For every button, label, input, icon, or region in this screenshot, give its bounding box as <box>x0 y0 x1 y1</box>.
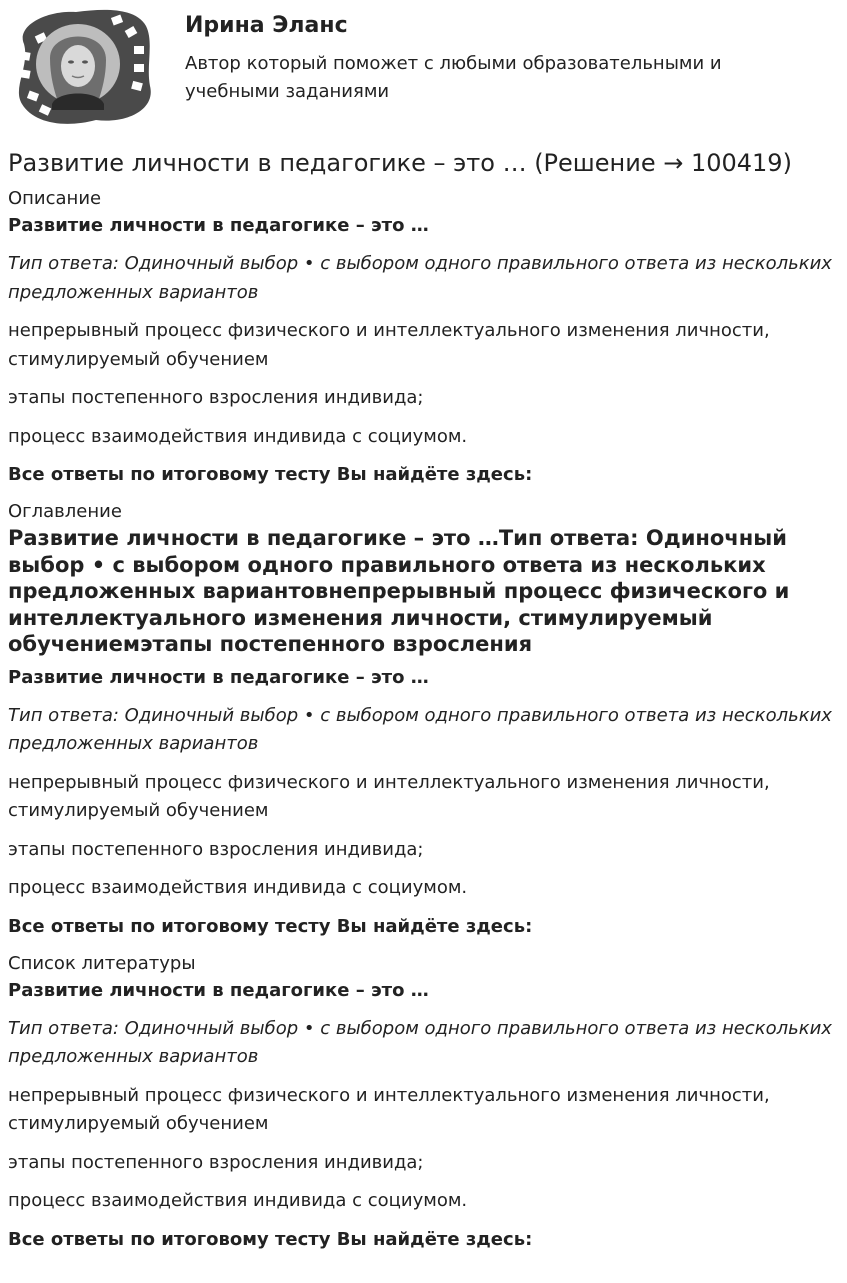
main-content <box>8 146 838 1264</box>
answer-option: процесс взаимодействия индивида с социумом. <box>8 1190 468 1211</box>
toc-section <box>8 499 838 941</box>
answer-option: непрерывный процесс физического и интеллектуального изменения личности, стимулируемый обучением <box>8 1084 770 1134</box>
author-description: Автор который поможет с любыми образовательными и учебными заданиями <box>185 53 722 102</box>
literature-section <box>8 951 838 1254</box>
section-label-literature: Список литературы <box>8 952 196 974</box>
section-label-toc: Оглавление <box>8 501 122 522</box>
answer-option: процесс взаимодействия индивида с социумом. <box>8 877 468 898</box>
answer-option: непрерывный процесс физического и интеллектуального изменения личности, стимулируемый обучением <box>8 771 770 821</box>
answer-type: Тип ответа: Одиночный выбор • с выбором одного правильного ответа из нескольких предложенных вариантов <box>8 704 832 754</box>
answer-option: этапы постепенного взросления индивида; <box>8 838 424 860</box>
page-title: Развитие личности в педагогике – это … (Решение → 100419) <box>8 149 792 177</box>
answers-link-text: Все ответы по итоговому тесту Вы найдёте здесь: <box>8 464 533 485</box>
question-title: Развитие личности в педагогике – это … <box>8 215 429 236</box>
answer-option: этапы постепенного взросления индивида; <box>8 387 424 408</box>
section-label-description: Описание <box>8 188 102 209</box>
avatar <box>6 6 152 126</box>
answer-type: Тип ответа: Одиночный выбор • с выбором одного правильного ответа из нескольких предложенных вариантов <box>8 1017 832 1067</box>
question-title: Развитие личности в педагогике – это … <box>8 666 429 688</box>
answer-option: этапы постепенного взросления индивида; <box>8 1151 424 1173</box>
toc-heading: Развитие личности в педагогике – это …Тип ответа: Одиночный выбор • с выбором одного правильного ответа из нескольких предложенных вариантовнепрерывный процесс физического и интеллектуального изменения личности, стимулируемый обучениемэтапы постепенного взросления <box>8 526 790 656</box>
author-name: Ирина Эланс <box>185 13 348 38</box>
description-section <box>8 186 838 489</box>
answer-option: непрерывный процесс физического и интеллектуального изменения личности, стимулируемый обучением <box>8 320 770 370</box>
answer-type: Тип ответа: Одиночный выбор • с выбором одного правильного ответа из нескольких предложенных вариантов <box>8 253 832 303</box>
answer-option: процесс взаимодействия индивида с социумом. <box>8 425 468 447</box>
author-header <box>0 0 847 130</box>
answers-link-text: Все ответы по итоговому тесту Вы найдёте здесь: <box>8 1228 533 1250</box>
question-title: Развитие личности в педагогике – это … <box>8 979 429 1001</box>
answers-link-text: Все ответы по итоговому тесту Вы найдёте здесь: <box>8 915 533 937</box>
